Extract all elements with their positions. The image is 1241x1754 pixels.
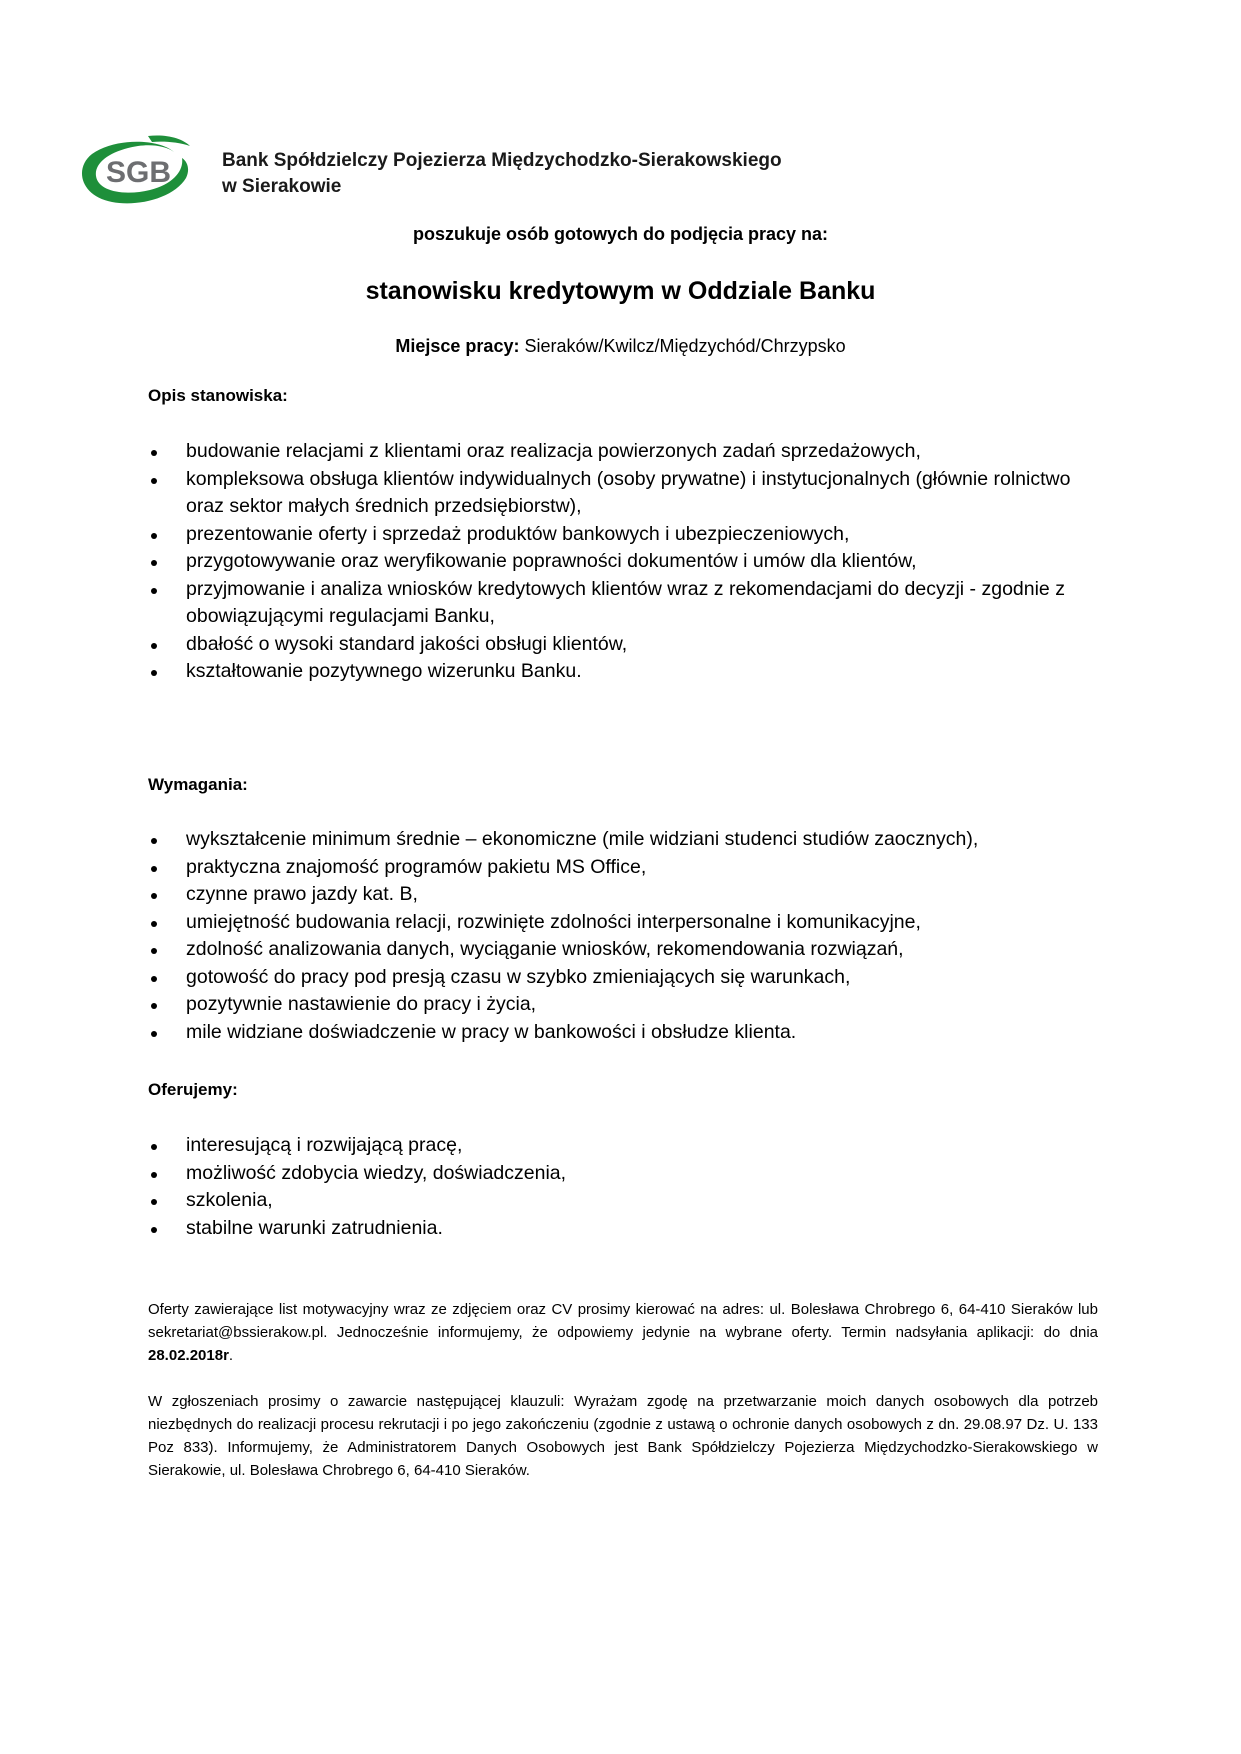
list-item: wykształcenie minimum średnie – ekonomiczne (mile widziani studenci studiów zaocznych), (148, 826, 1098, 854)
work-location (0, 336, 1241, 357)
list-item: kompleksowa obsługa klientów indywidualnych (osoby prywatne) i instytucjonalnych (głównie rolnictwo oraz sektor małych średnich przedsiębiorstw), (148, 466, 1098, 521)
bank-name-line2: w Sierakowie (222, 176, 342, 197)
list-item: szkolenia, (148, 1187, 1098, 1215)
list-item: czynne prawo jazdy kat. B, (148, 881, 1098, 909)
list-item: budowanie relacjami z klientami oraz realizacja powierzonych zadań sprzedażowych, (148, 438, 1098, 466)
seeking-line: poszukuje osób gotowych do podjęcia pracy na: (412, 224, 829, 244)
list-item: zdolność analizowania danych, wyciąganie wniosków, rekomendowania rozwiązań, (148, 936, 1098, 964)
bank-name-line1: Bank Spółdzielczy Pojezierza Międzychodzko-Sierakowskiego (222, 150, 782, 171)
position-title: stanowisku kredytowym w Oddziale Banku (365, 277, 876, 305)
list-item: mile widziane doświadczenie w pracy w bankowości i obsłudze klienta. (148, 1019, 1098, 1047)
offer-list (148, 1132, 1098, 1242)
logo-text: SGB (106, 156, 172, 189)
consent-clause: W zgłoszeniach prosimy o zawarcie następującej klauzuli: Wyrażam zgodę na przetwarzanie moich danych osobowych dla potrzeb niezbędnych do realizacji procesu rekrutacji i po jego zakończeniu (zgodnie z ustawą o ochronie danych osobowych z dn. 29.08.97 Dz. U. 133 Poz 833). Informujemy, że Administratorem Danych Osobowych jest Bank Spółdzielczy Pojezierza Międzychodzko-Sierakowskiego w Sierakowie, ul. Bolesława Chrobrego 6, 64-410 Sieraków. (148, 1393, 1098, 1479)
location-value: Sieraków/Kwilcz/Międzychód/Chrzypsko (524, 336, 846, 356)
list-item: przyjmowanie i analiza wniosków kredytowych klientów wraz z rekomendacjami do decyzji - zgodnie z obowiązującymi regulacjami Banku, (148, 576, 1098, 631)
list-item: kształtowanie pozytywnego wizerunku Banku. (148, 658, 1098, 686)
list-item: dbałość o wysoki standard jakości obsługi klientów, (148, 631, 1098, 659)
offer-heading: Oferujemy: (148, 1080, 238, 1099)
sgb-logo (78, 132, 198, 212)
description-heading: Opis stanowiska: (148, 386, 288, 405)
list-item: praktyczna znajomość programów pakietu MS Office, (148, 854, 1098, 882)
list-item: możliwość zdobycia wiedzy, doświadczenia, (148, 1160, 1098, 1188)
requirements-list (148, 826, 1098, 1046)
application-deadline: 28.02.2018r (148, 1347, 229, 1364)
list-item: interesującą i rozwijającą pracę, (148, 1132, 1098, 1160)
requirements-heading: Wymagania: (148, 775, 248, 794)
list-item: stabilne warunki zatrudnienia. (148, 1215, 1098, 1243)
location-label: Miejsce pracy: (395, 336, 520, 356)
list-item: pozytywnie nastawienie do pracy i życia, (148, 991, 1098, 1019)
list-item: prezentowanie oferty i sprzedaż produktów bankowych i ubezpieczeniowych, (148, 521, 1098, 549)
application-suffix: . (228, 1347, 234, 1364)
bank-name (222, 148, 782, 200)
application-text: Oferty zawierające list motywacyjny wraz ze zdjęciem oraz CV prosimy kierować na adres: ul. Bolesława Chrobrego 6, 64-410 Sieraków lub sekretariat@bssierakow.pl. Jednocześnie informujemy, że odpowiemy jedynie na wybrane oferty. Termin nadsyłania aplikacji: do dnia (148, 1301, 1098, 1341)
application-info (148, 1298, 1098, 1367)
description-list (148, 438, 1098, 686)
list-item: umiejętność budowania relacji, rozwinięte zdolności interpersonalne i komunikacyjne, (148, 909, 1098, 937)
list-item: gotowość do pracy pod presją czasu w szybko zmieniających się warunkach, (148, 964, 1098, 992)
list-item: przygotowywanie oraz weryfikowanie poprawności dokumentów i umów dla klientów, (148, 548, 1098, 576)
